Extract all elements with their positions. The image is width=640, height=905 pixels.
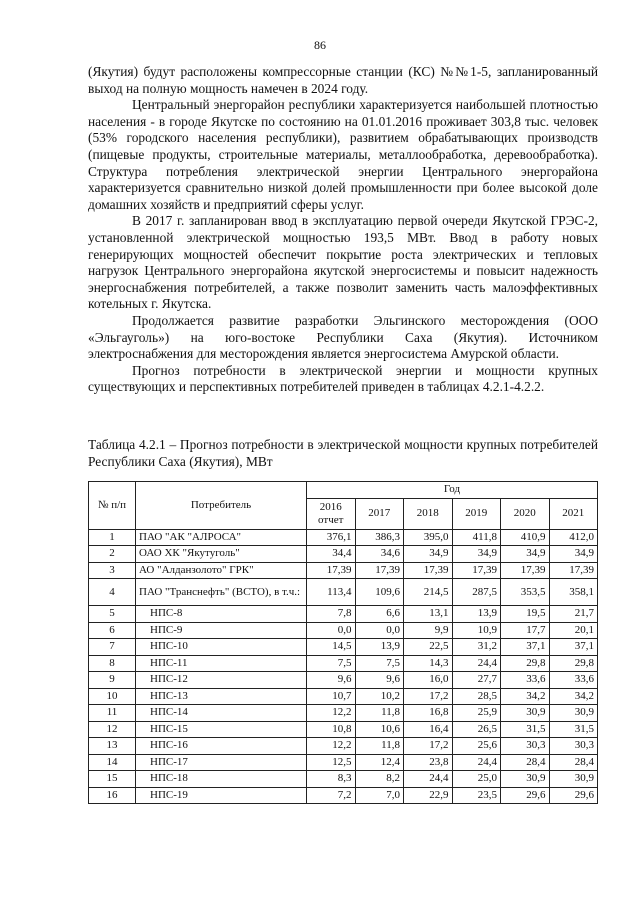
consumer-name: НПС-17: [136, 754, 307, 771]
value-cell: 24,4: [452, 754, 501, 771]
value-cell: 7,8: [307, 606, 356, 623]
value-cell: 12,4: [355, 754, 404, 771]
value-cell: 6,6: [355, 606, 404, 623]
value-cell: 12,2: [307, 738, 356, 755]
row-number: 15: [89, 771, 136, 788]
table-row: [89, 688, 598, 705]
consumer-name: НПС-8: [136, 606, 307, 623]
table-row: [89, 771, 598, 788]
value-cell: 10,9: [452, 622, 501, 639]
header-consumer: Потребитель: [136, 482, 307, 530]
value-cell: 11,8: [355, 705, 404, 722]
value-cell: 7,5: [355, 655, 404, 672]
table-row: [89, 721, 598, 738]
value-cell: 386,3: [355, 529, 404, 546]
table-row: [89, 579, 598, 606]
value-cell: 37,1: [549, 639, 598, 656]
value-cell: 376,1: [307, 529, 356, 546]
consumer-name: НПС-15: [136, 721, 307, 738]
header-year: 2020: [501, 498, 550, 529]
row-number: 7: [89, 639, 136, 656]
value-cell: 13,9: [355, 639, 404, 656]
value-cell: 17,7: [501, 622, 550, 639]
header-year: 2017: [355, 498, 404, 529]
value-cell: 0,0: [307, 622, 356, 639]
value-cell: 8,2: [355, 771, 404, 788]
value-cell: 33,6: [549, 672, 598, 689]
table-row: [89, 738, 598, 755]
value-cell: 31,5: [549, 721, 598, 738]
header-no: № п/п: [89, 482, 136, 530]
row-number: 16: [89, 787, 136, 804]
consumer-name: НПС-14: [136, 705, 307, 722]
row-number: 5: [89, 606, 136, 623]
value-cell: 16,0: [404, 672, 453, 689]
consumer-name: НПС-10: [136, 639, 307, 656]
value-cell: 412,0: [549, 529, 598, 546]
row-number: 14: [89, 754, 136, 771]
consumer-name: НПС-18: [136, 771, 307, 788]
value-cell: 10,6: [355, 721, 404, 738]
consumer-name: НПС-11: [136, 655, 307, 672]
value-cell: 23,5: [452, 787, 501, 804]
value-cell: 16,8: [404, 705, 453, 722]
value-cell: 353,5: [501, 579, 550, 606]
row-number: 9: [89, 672, 136, 689]
consumer-name: ПАО "АК "АЛРОСА": [136, 529, 307, 546]
row-number: 4: [89, 579, 136, 606]
value-cell: 0,0: [355, 622, 404, 639]
header-year-group: Год: [307, 482, 598, 499]
header-year: 2019: [452, 498, 501, 529]
value-cell: 9,9: [404, 622, 453, 639]
value-cell: 22,5: [404, 639, 453, 656]
paragraph: (Якутия) будут расположены компрессорные станции (КС) №№1-5, запланированный выход на полную мощность намечен в 2024 году.: [88, 64, 598, 96]
value-cell: 31,5: [501, 721, 550, 738]
value-cell: 30,9: [549, 771, 598, 788]
value-cell: 34,2: [549, 688, 598, 705]
paragraph: Продолжается развитие разработки Эльгинского месторождения (ООО «Эльгауголь») на юго-востоке Республики Саха (Якутия). Источником электроснабжения для месторождения является энергосистема Амурской области.: [88, 312, 598, 362]
value-cell: 10,2: [355, 688, 404, 705]
row-number: 6: [89, 622, 136, 639]
value-cell: 28,4: [549, 754, 598, 771]
value-cell: 14,5: [307, 639, 356, 656]
value-cell: 34,6: [355, 546, 404, 563]
value-cell: 395,0: [404, 529, 453, 546]
row-number: 13: [89, 738, 136, 755]
table-row: [89, 622, 598, 639]
consumer-name: НПС-13: [136, 688, 307, 705]
table-body: [89, 529, 598, 804]
value-cell: 13,9: [452, 606, 501, 623]
value-cell: 34,4: [307, 546, 356, 563]
table-row: [89, 546, 598, 563]
value-cell: 21,7: [549, 606, 598, 623]
value-cell: 10,7: [307, 688, 356, 705]
value-cell: 12,5: [307, 754, 356, 771]
value-cell: 17,39: [355, 562, 404, 579]
row-number: 1: [89, 529, 136, 546]
table-row: [89, 754, 598, 771]
consumer-name: НПС-9: [136, 622, 307, 639]
value-cell: 23,8: [404, 754, 453, 771]
row-number: 3: [89, 562, 136, 579]
value-cell: 25,0: [452, 771, 501, 788]
value-cell: 25,6: [452, 738, 501, 755]
forecast-table: [88, 481, 598, 804]
value-cell: 17,39: [452, 562, 501, 579]
value-cell: 17,2: [404, 738, 453, 755]
table-row: [89, 639, 598, 656]
value-cell: 17,39: [501, 562, 550, 579]
value-cell: 31,2: [452, 639, 501, 656]
paragraph: Прогноз потребности в электрической энергии и мощности крупных существующих и перспективных потребителей приведен в таблицах 4.2.1-4.2.2.: [88, 362, 598, 395]
value-cell: 24,4: [452, 655, 501, 672]
value-cell: 28,4: [501, 754, 550, 771]
value-cell: 26,5: [452, 721, 501, 738]
header-year: 2021: [549, 498, 598, 529]
value-cell: 34,2: [501, 688, 550, 705]
value-cell: 8,3: [307, 771, 356, 788]
page-number: 86: [314, 38, 326, 52]
value-cell: 7,2: [307, 787, 356, 804]
value-cell: 11,8: [355, 738, 404, 755]
value-cell: 12,2: [307, 705, 356, 722]
consumer-name: НПС-19: [136, 787, 307, 804]
value-cell: 25,9: [452, 705, 501, 722]
value-cell: 34,9: [404, 546, 453, 563]
value-cell: 29,8: [501, 655, 550, 672]
value-cell: 10,8: [307, 721, 356, 738]
header-year: 2018: [404, 498, 453, 529]
value-cell: 34,9: [452, 546, 501, 563]
value-cell: 29,6: [501, 787, 550, 804]
value-cell: 29,6: [549, 787, 598, 804]
paragraph: Центральный энергорайон республики характеризуется наибольшей плотностью населения - в городе Якутске по состоянию на 01.01.2016 проживает 303,8 тыс. человек (53% городского населения республики), развитием обрабатывающих производств (пищевые продукты, строительные материалы, металлообработка, деревообработка). Структура потребления электрической энергии Центрального энергорайона характеризуется сравнительно низкой долей промышленности при более высокой доле домашних хозяйств и предприятий сферы услуг.: [88, 97, 598, 212]
consumer-name: ПАО "Транснефть" (ВСТО), в т.ч.:: [136, 579, 307, 606]
value-cell: 13,1: [404, 606, 453, 623]
value-cell: 28,5: [452, 688, 501, 705]
row-number: 10: [89, 688, 136, 705]
value-cell: 37,1: [501, 639, 550, 656]
value-cell: 27,7: [452, 672, 501, 689]
row-number: 11: [89, 705, 136, 722]
value-cell: 9,6: [307, 672, 356, 689]
table-caption: Таблица 4.2.1 – Прогноз потребности в электрической мощности крупных потребителей Республики Саха (Якутия), МВт: [88, 437, 598, 469]
row-number: 2: [89, 546, 136, 563]
value-cell: 24,4: [404, 771, 453, 788]
row-number: 12: [89, 721, 136, 738]
consumer-name: ОАО ХК "Якутуголь": [136, 546, 307, 563]
table-row: [89, 655, 598, 672]
table-row: [89, 529, 598, 546]
table-row: [89, 787, 598, 804]
value-cell: 30,3: [501, 738, 550, 755]
value-cell: 214,5: [404, 579, 453, 606]
table-row: [89, 606, 598, 623]
value-cell: 411,8: [452, 529, 501, 546]
value-cell: 109,6: [355, 579, 404, 606]
value-cell: 30,9: [549, 705, 598, 722]
value-cell: 7,0: [355, 787, 404, 804]
paragraph: В 2017 г. запланирован ввод в эксплуатацию первой очереди Якутской ГРЭС-2, установленной электрической мощностью 193,5 МВт. Ввод в работу новых генерирующих мощностей обеспечит покрытие роста электрических и тепловых нагрузок Центрального энергорайона якутской энергосистемы и повысит надежность энергоснабжения потребителей, а также позволит заменить часть малоэффективных котельных г. Якутска.: [88, 213, 598, 312]
table-row: [89, 562, 598, 579]
value-cell: 30,9: [501, 771, 550, 788]
value-cell: 29,8: [549, 655, 598, 672]
consumer-name: НПС-12: [136, 672, 307, 689]
value-cell: 7,5: [307, 655, 356, 672]
value-cell: 30,3: [549, 738, 598, 755]
value-cell: 17,39: [307, 562, 356, 579]
row-number: 8: [89, 655, 136, 672]
value-cell: 33,6: [501, 672, 550, 689]
value-cell: 9,6: [355, 672, 404, 689]
value-cell: 17,2: [404, 688, 453, 705]
table-row: [89, 705, 598, 722]
value-cell: 20,1: [549, 622, 598, 639]
value-cell: 410,9: [501, 529, 550, 546]
value-cell: 358,1: [549, 579, 598, 606]
consumer-name: АО "Алданзолото" ГРК": [136, 562, 307, 579]
table-row: [89, 672, 598, 689]
consumer-name: НПС-16: [136, 738, 307, 755]
value-cell: 22,9: [404, 787, 453, 804]
value-cell: 17,39: [549, 562, 598, 579]
value-cell: 17,39: [404, 562, 453, 579]
value-cell: 16,4: [404, 721, 453, 738]
header-year: 2016 отчет: [307, 498, 356, 529]
value-cell: 113,4: [307, 579, 356, 606]
value-cell: 34,9: [549, 546, 598, 563]
body-text: [88, 64, 598, 396]
value-cell: 287,5: [452, 579, 501, 606]
value-cell: 34,9: [501, 546, 550, 563]
value-cell: 19,5: [501, 606, 550, 623]
value-cell: 30,9: [501, 705, 550, 722]
value-cell: 14,3: [404, 655, 453, 672]
